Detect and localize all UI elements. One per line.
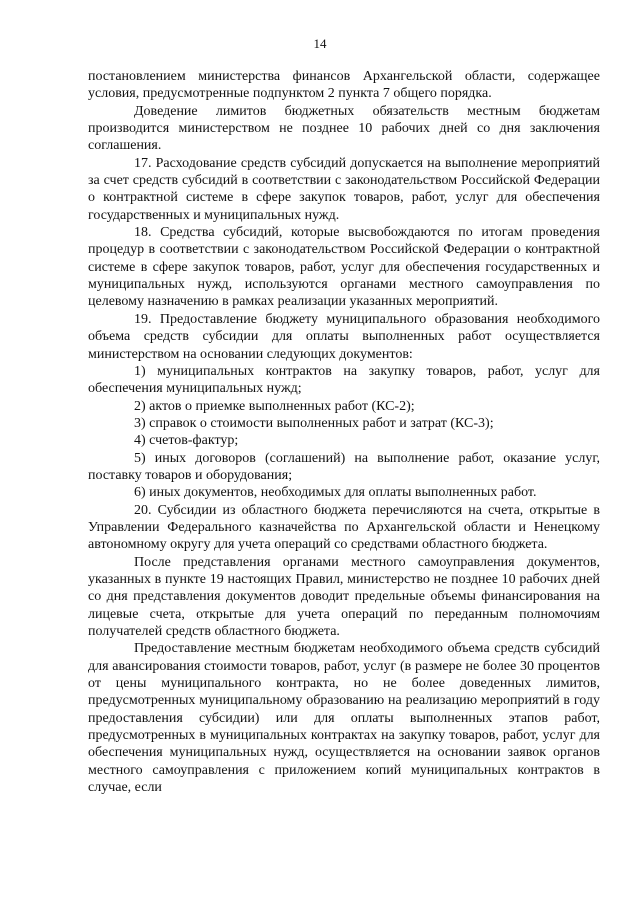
paragraph-intro-continuation: постановлением министерства финансов Архангельской области, содержащее условия, предусмотренные подпунктом 2 пункта 7 общего порядка. xyxy=(88,69,600,102)
list-item-6: 6) иных документов, необходимых для оплаты выполненных работ. xyxy=(134,485,537,501)
paragraph-clause-18: 18. Средства субсидий, которые высвобождаются по итогам проведения процедур в соответствии с законодательством Российской Федерации о контрактной системе в сфере закупок товаров, работ, услуг для обеспечения государственных и муниципальных нужд, используются органами местного самоуправления по целевому назначению в рамках реализации указанных мероприятий. xyxy=(88,225,600,310)
list-item-3: 3) справок о стоимости выполненных работ и затрат (КС-3); xyxy=(134,415,494,431)
document-body xyxy=(88,68,600,796)
paragraph-clause-19: 19. Предоставление бюджету муниципального образования необходимого объема средств субсидии для оплаты выполненных работ осуществляется министерством на основании следующих документов: xyxy=(88,311,600,362)
list-item-2: 2) актов о приемке выполненных работ (КС-2); xyxy=(134,398,415,414)
paragraph-clause-20: 20. Субсидии из областного бюджета перечисляются на счета, открытые в Управлении Федерального казначейства по Архангельской области и Ненецкому автономному округу для учета операций со средствами областного бюджета. xyxy=(88,502,600,553)
paragraph-limits: Доведение лимитов бюджетных обязательств местным бюджетам производится министерством не позднее 10 рабочих дней со дня заключения соглашения. xyxy=(88,103,600,154)
paragraph-after-documents: После представления органами местного самоуправления документов, указанных в пункте 19 настоящих Правил, министерство не позднее 10 рабочих дней со дня представления документов доводит предельные объемы финансирования на лицевые счета, открытые для учета операций по переданным полномочиям получателей средств областного бюджета. xyxy=(88,554,600,639)
list-item-4: 4) счетов-фактур; xyxy=(134,433,239,449)
list-item-5: 5) иных договоров (соглашений) на выполнение работ, оказание услуг, поставку товаров и оборудования; xyxy=(88,450,600,483)
paragraph-advance-payment: Предоставление местным бюджетам необходимого объема средств субсидий для авансирования стоимости товаров, работ, услуг (в размере не более 30 процентов от цены муниципального контракта, но не более доведенных лимитов, предусмотренных муниципальному образованию на реализацию мероприятий в году предоставления субсидии) или для оплаты выполненных этапов работ, предусмотренных в муниципальных контрактах на закупку товаров, работ, услуг для обеспечения муниципальных нужд, осуществляется на основании заявок органов местного самоуправления с приложением копий муниципальных контрактов в случае, если xyxy=(88,641,600,796)
list-item-1: 1) муниципальных контрактов на закупку товаров, работ, услуг для обеспечения муниципальных нужд; xyxy=(88,363,600,397)
page-number: 14 xyxy=(313,36,327,51)
paragraph-clause-17: 17. Расходование средств субсидий допускается на выполнение мероприятий за счет средств субсидий в соответствии с законодательством Российской Федерации о контрактной системе в сфере закупок товаров, работ, услуг для обеспечения государственных и муниципальных нужд. xyxy=(88,155,600,223)
